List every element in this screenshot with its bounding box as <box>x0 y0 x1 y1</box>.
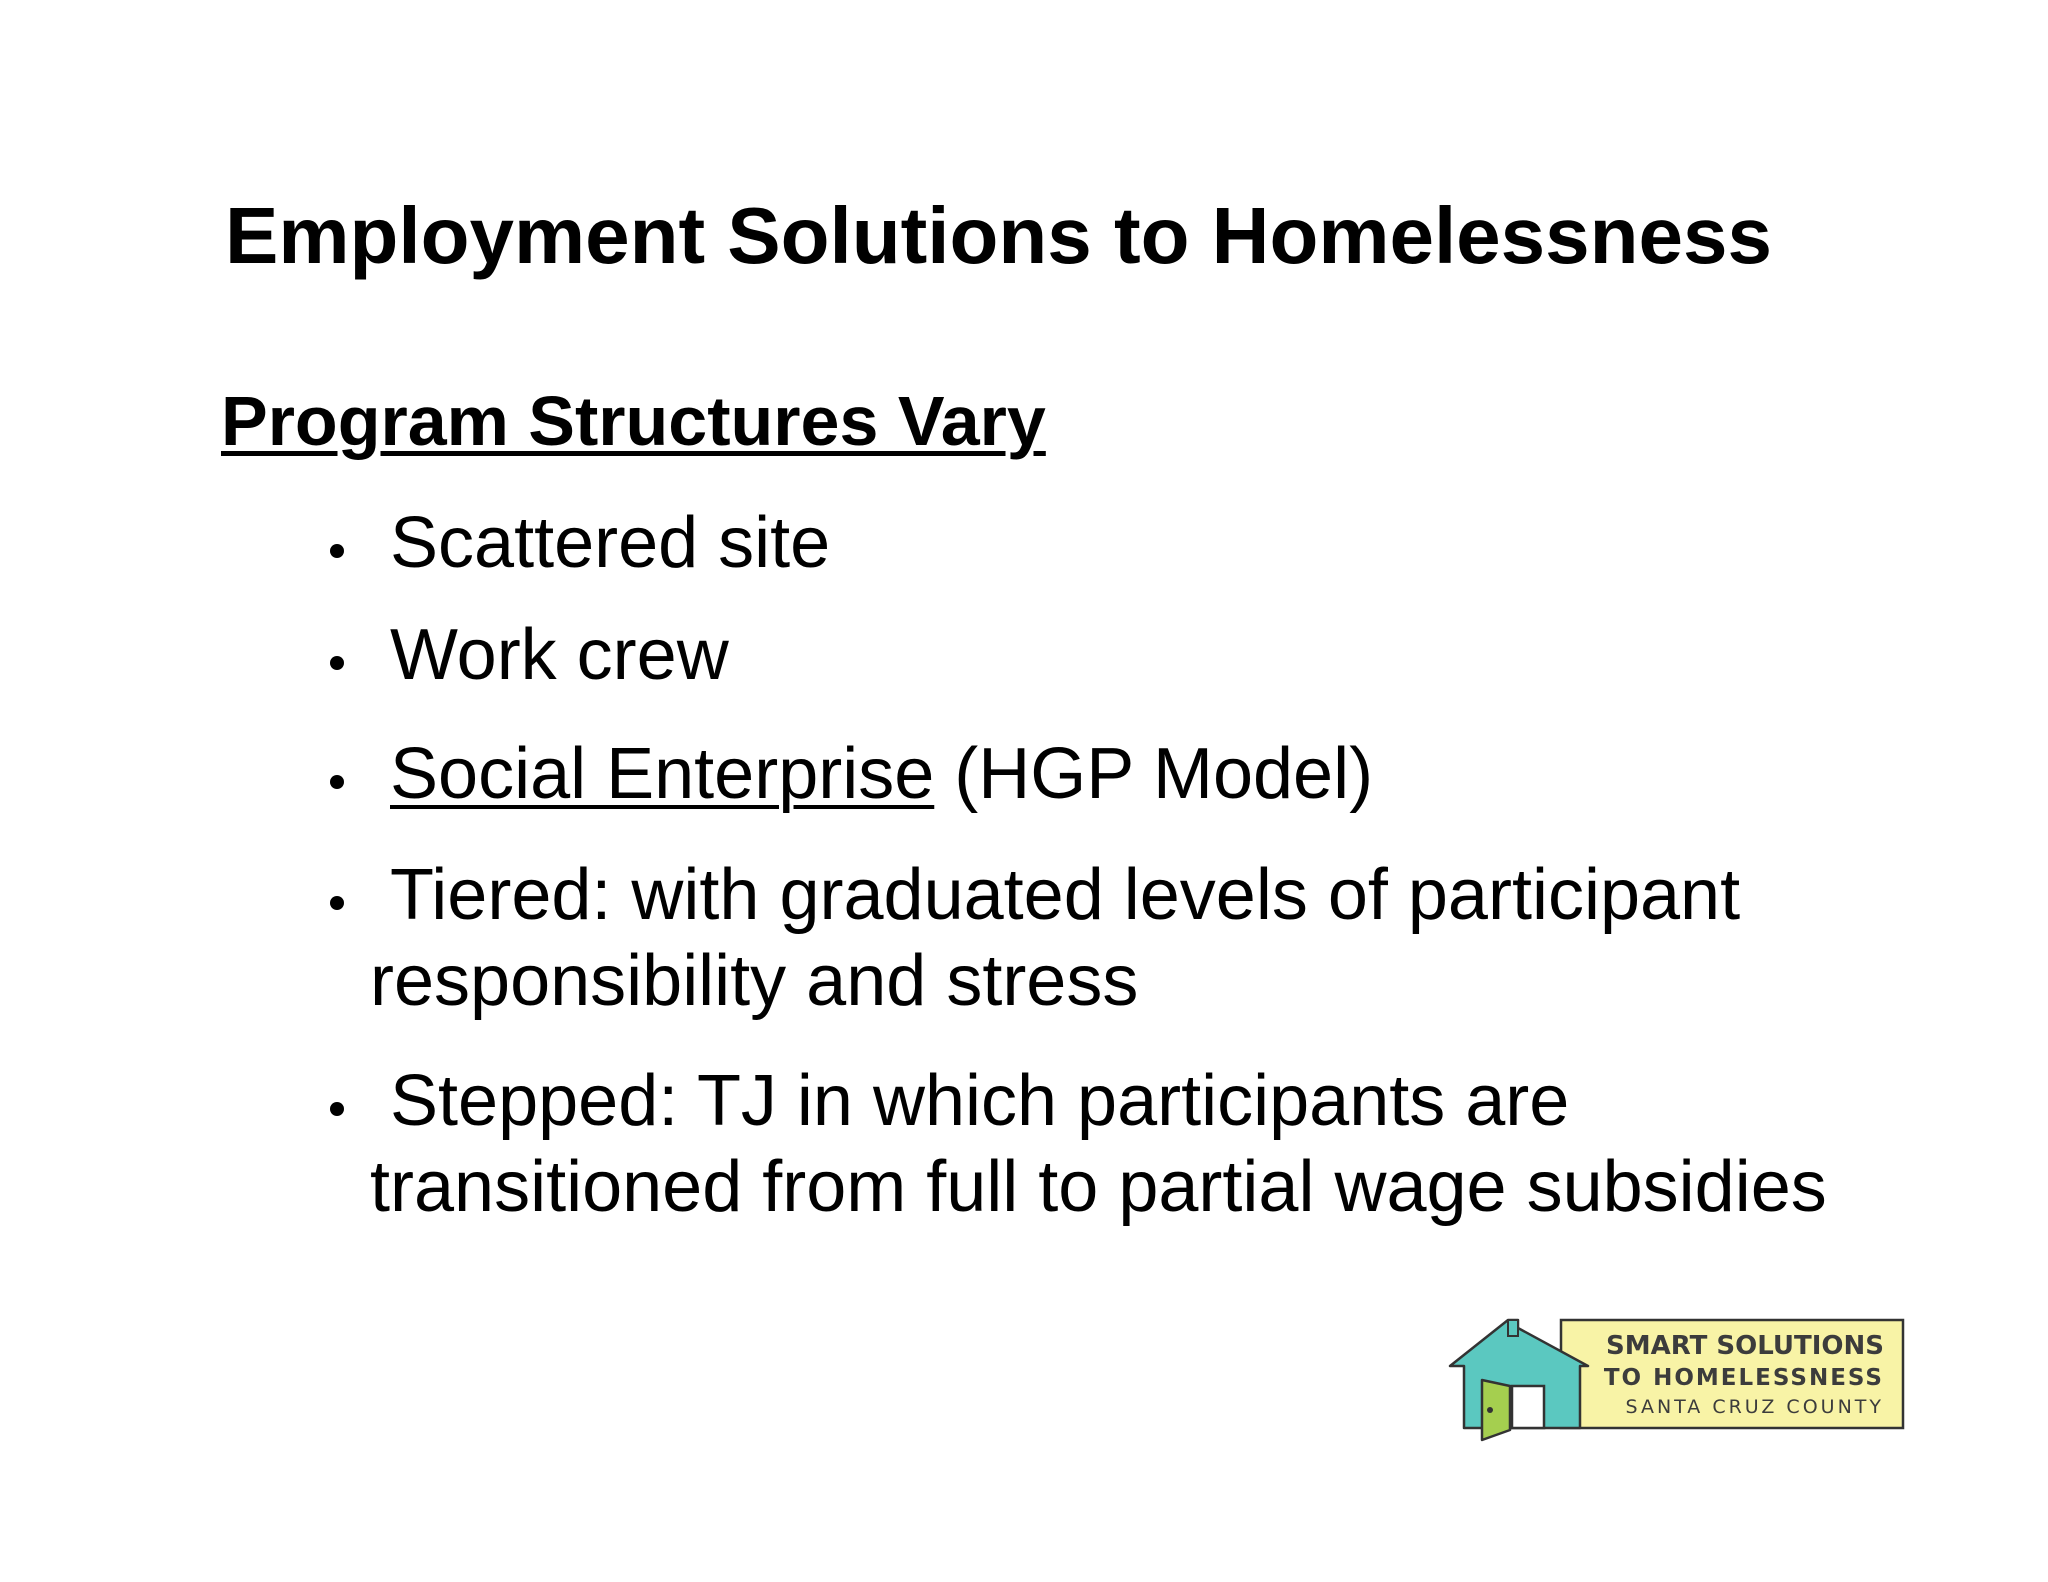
bullet-dot-icon <box>330 544 344 558</box>
bullet-text: Scattered site <box>390 503 831 583</box>
bullet-dot-icon <box>330 656 344 670</box>
section-heading: Program Structures Vary <box>221 382 1046 460</box>
bullet-text <box>390 731 1373 817</box>
logo-line-1: SMART SOLUTIONS <box>1606 1331 1884 1361</box>
door-knob-icon <box>1487 1407 1493 1413</box>
social-enterprise-term: Social Enterprise <box>390 734 935 814</box>
bullet-dot-icon <box>330 775 344 789</box>
tiered-line-1: Tiered: with graduated levels of participant <box>390 855 1741 935</box>
chimney-icon <box>1508 1320 1518 1336</box>
slide-title: Employment Solutions to Homelessness <box>225 191 1772 280</box>
stepped-line-2: transitioned from full to partial wage subsidies <box>370 1147 1827 1227</box>
stepped-line-1: Stepped: TJ in which participants are <box>390 1061 1570 1141</box>
bullet-text <box>370 1058 1827 1230</box>
bullet-dot-icon <box>330 1102 344 1116</box>
doorway-icon <box>1512 1386 1544 1428</box>
bullet-text: Work crew <box>390 615 729 695</box>
social-enterprise-note: (HGP Model) <box>934 734 1374 814</box>
logo-line-2: TO HOMELESSNESS <box>1603 1365 1884 1391</box>
smart-solutions-logo <box>1446 1318 1906 1444</box>
tiered-line-2: responsibility and stress <box>370 941 1139 1021</box>
logo-line-3: SANTA CRUZ COUNTY <box>1625 1396 1884 1418</box>
bullet-text <box>370 852 1741 1024</box>
bullet-dot-icon <box>330 896 344 910</box>
open-door-icon <box>1482 1380 1510 1440</box>
